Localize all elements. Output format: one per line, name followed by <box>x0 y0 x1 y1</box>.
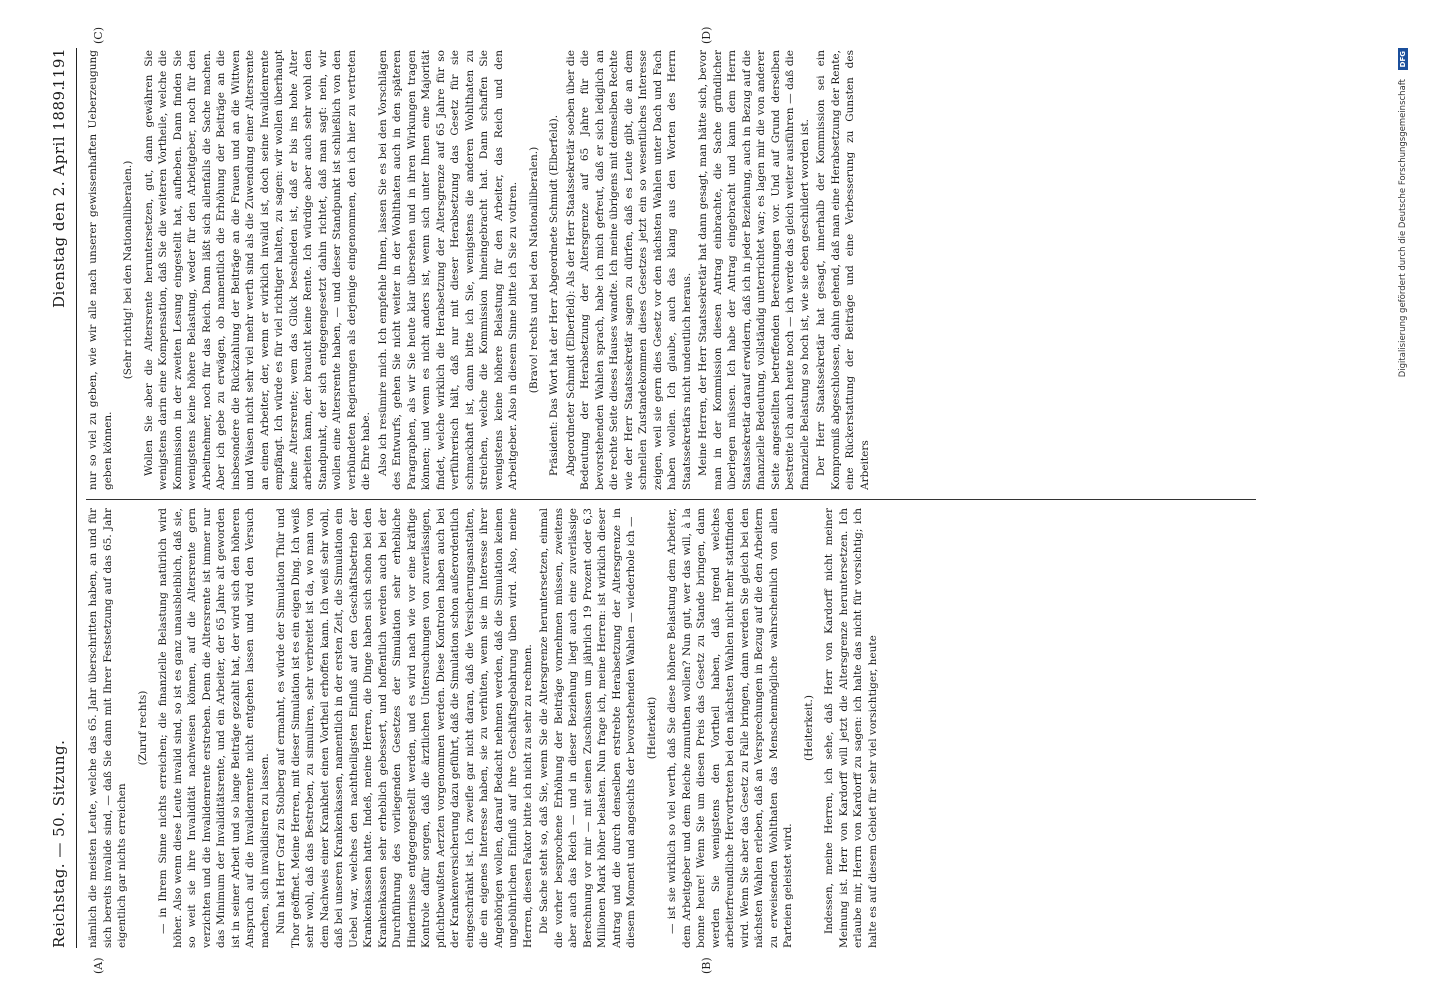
paragraph: Der Herr Staatssekretär hat gesagt, innerhalb der Kommission sei ein Kompromiß abgeschlossen, dahin gehend, daß man eine Herabsetzung der Rente, eine Rückerstattung der Beiträge und eine Verbesserung zu Gunsten des Arbeiters <box>815 50 871 490</box>
header-session: Reichstag. — 50. Sitzung. <box>50 739 68 948</box>
margin-letter-c: (C) <box>92 27 105 44</box>
column-divider <box>86 499 1256 500</box>
page-header <box>50 48 74 948</box>
margin-letter-a: (A) <box>92 957 105 974</box>
right-column <box>86 50 1256 490</box>
paragraph: Wollen Sie aber die Altersrente heruntersetzen, gut, dann gewähren Sie wenigstens darin eine Kompensation, daß Sie die weiteren Vortheile, welche die Kommission in der zweiten Lesung eingestellt hat, aufheben. Dann finden Sie wenigstens keine höhere Belastung, weder für den Arbeitgeber, noch für den Arbeitnehmer, noch für das Reich. Dann läßt sich allenfalls die Sache machen. Aber ich gebe zu erwägen, ob namentlich die Erhöhung der Beiträge an die insbesondere die Rückzahlung der Beiträge an die Frauen und an die Wittwen und Waisen nicht sehr viel mehr werth sind als die Zuwendung einer Altersrente an einen Arbeiter, der, wenn er wirklich invalid ist, doch seine Invalidenrente empfängt. Ich würde es für viel richtiger halten, zu sagen: wir wollen überhaupt keine Altersrente; wem das Glück beschieden ist, daß er bis ins hohe Alter arbeiten kann, der braucht keine Rente. Ich würdige aber auch sehr wohl den Standpunkt, der sich entgegengesetzt dahin richtet, daß man sagt: nein, wir wollen eine Altersrente haben, — und dieser Standpunkt ist schließlich von den verbündeten Regierungen als derjenige eingenommen, den ich hier zu vertreten die Ehre habe. <box>142 50 372 490</box>
paragraph: Die Sache steht so, daß Sie, wenn Sie die Altersgrenze heruntersetzen, einmal die vorher besprochene Erhöhung der Beiträge vornehmen müssen, zweitens aber auch das Reich — und in dieser Beziehung liegt auch eine zuverlässige Berechnung vor mir — mit seinen Zuschüssen um jährlich 19 Prozent oder 6,3 Millionen Mark höher belasten. Nun frage ich, meine Herren: ist wirklich dieser Antrag und die durch denselben erstrebte Herabsetzung der Altersgrenze in diesem Moment und angesichts der bevorstehenden Wahlen — wiederhole ich — <box>538 508 637 948</box>
interjection: (Heiterkeit) <box>645 696 658 760</box>
paragraph: — ist sie wirklich so viel werth, daß Sie diese höhere Belastung dem Arbeiter, dem Arbeitgeber und dem Reiche zumuthen wollen? Nun gut, wer das will, à la bonne heure! Wenn Sie um diesen Preis das Gesetz zu Stande bringen, dann werden Sie wenigstens den Vortheil haben, daß irgend welches arbeiterfreundliche Hervortreten bei den nächsten Wahlen nicht mehr stattfinden wird. Wenn Sie aber das Gesetz zu Falle bringen, dann werden Sie gleich bei den nächsten Wahlen erleben, daß an Versprechungen in Bezug auf die den Arbeitern zu erweisenden Wohlthaten das Menschenmögliche wahrscheinlich von allen Parteien geleistet wird. <box>666 508 794 948</box>
header-date: Dienstag den 2. April 1889. <box>50 85 68 308</box>
paragraph: Abgeordneter Schmidt (Elberfeld): Als der Herr Staatssekretär soeben über die Bedeutung der Herabsetzung der Altersgrenze auf 65 Jahre für die bevorstehenden Wahlen sprach, habe ich mich gefreut, daß er sich lediglich an die rechte Seite dieses Hauses wandte. Ich meine übrigens mit demselben Rechte wie der Herr Staatssekretär sagen zu dürfen, daß es Leute gibt, die an dem schnellen Zustandekommen dieses Gesetzes jetzt ein so wesentliches Interesse zeigen, weil sie gern dies Gesetz vor den nächsten Wahlen unter Dach und Fach haben wollen. Ich glaube, auch das klang aus den Worten des Herrn Staatssekretärs nicht undeutlich heraus. <box>564 50 693 490</box>
dfg-logo: DFG <box>1398 48 1408 70</box>
footer-text: Digitalisierung gefördert durch die Deutsche Forschungsgemeinschaft <box>1398 79 1408 378</box>
page-number: 1191 <box>50 48 68 89</box>
paragraph: Präsident: Das Wort hat der Herr Abgeordnete Schmidt (Elberfeld). <box>548 114 560 476</box>
paragraph: Also ich resümire mich. Ich empfehle Ihnen, lassen Sie es bei den Vorschlägen des Entwurfs, gehen Sie nicht weiter in der Wohlthaten auch in den späteren Paragraphen, als wir Sie heute klar übersehen und in ihren Wirkungen tragen können; und wenn es nicht anders ist, wenn sich unter Ihnen eine Majorität findet, welche wirklich die Herabsetzung der Altersgrenze auf 65 Jahre für so verführerisch hält, daß nur mit dieser Herabsetzung das Gesetz für sie schmackhaft ist, dann bitte ich Sie, wenigstens die anderen Wohlthaten zu streichen, welche die Kommission hineingebracht hat. Dann schaffen Sie wenigstens keine höhere Belastung für den Arbeiter, das Reich und den Arbeitgeber. Also in diesem Sinne bitte ich Sie zu votiren. <box>376 50 519 490</box>
paragraph: Meine Herren, der Herr Staatssekretär hat dann gesagt, man hätte sich, bevor man in der Kommission diesen Antrag einbrachte, die Sache gründlicher überlegen müssen. Ich habe der Antrag eingebracht und kann dem Herrn Staatssekretär darauf erwidern, daß ich in jeder Beziehung, auch in Bezug auf die finanzielle Bedeutung, vollständig unterrichtet war; es lagen mir die von anderer Seite angestellten betreffenden Berechnungen vor. Und auf Grund derselben bestreite ich auch heute noch — ich werde das gleich weiter ausführen — daß die finanzielle Belastung so hoch ist, wie sie eben geschildert worden ist. <box>697 50 811 490</box>
paragraph: nur so viel zu geben, wie wir alle nach unserer gewissenhaften Ueberzeugung geben können. <box>87 50 114 490</box>
margin-letter-d: (D) <box>700 26 713 44</box>
left-column <box>86 508 1256 948</box>
paragraph: Indessen, meine Herren, ich sehe, daß Herr von Kardorff nicht meiner Meinung ist. Herr von Kardorff will jetzt die Altersgrenze heruntersetzen. Ich erlaube mir, Herrn von Kardorff zu sagen: ich halte das nicht für vorsichtig; ich halte es auf diesem Gebiet für sehr viel vorsichtiger, heute <box>823 508 879 948</box>
paragraph: Nun hat Herr Graf zu Stolberg auf ermahnt, es würde der Simulation Thür und Thor geöffnet. Meine Herren, mit dieser Simulation ist es ein eigen Ding. Ich weiß sehr wohl, daß das Bestreben, zu simuliren, sehr verbreitet ist da, wo man von dem Nachweis einer Krankheit einen Vortheil erhoffen kann. Ich weiß sehr wohl, daß bei unseren Krankenkassen, namentlich in der ersten Zeit, die Simulation ein Uebel war, welches den nachtheiligsten Einfluß auf den Geschäftsbetrieb der Krankenkassen hatte. Indeß, meine Herren, die Dinge haben sich schon bei den Krankenkassen sehr erheblich gebessert, und hoffentlich werden auch bei der Durchführung des vorliegenden Gesetzes der Simulation sehr erhebliche Hindernisse entgegengestellt werden, und es wird nach wie vor eine kräftige Kontrole dafür sorgen, daß die ärztlichen Untersuchungen von zuverlässigen, pflichtbewußten Aerzten vorgenommen werden. Diese Kontrolen haben auch bei der Krankenversicherung dazu geführt, daß die Simulation schon außerordentlich eingeschränkt ist. Ich zweifle gar nicht daran, daß die Versicherungsanstalten, die ein eigenes Interesse haben, sie zu verhüten, wenn sie im Interesse ihrer Angehörigen wollen, darauf Bedacht nehmen werden, daß die Simulation keinen ungebührlichen Einfluß auf ihre Geschäftsgebahrung üben wird. Also, meine Herren, diesen Faktor bitte ich nicht zu sehr zu rechnen. <box>275 508 534 948</box>
interjection: (Zuruf rechts) <box>136 690 149 766</box>
header-rule <box>76 48 77 948</box>
paragraph: nämlich die meisten Leute, welche das 65. Jahr überschritten haben, an und für sich bereits invalide sind, — daß Sie dann mit Ihrer Festsetzung auf das 65. Jahr eigentlich gar nichts erreichen <box>87 508 128 948</box>
interjection: (Heiterkeit.) <box>802 695 815 761</box>
digitization-footer <box>1398 48 1408 948</box>
margin-letter-b: (B) <box>700 957 713 974</box>
paragraph: — in Ihrem Sinne nichts erreichen; die finanzielle Belastung natürlich wird höher. Also wenn diese Leute invalid sind, so ist es ganz unausbleiblich, daß sie, so weit sie ihre Invalidität nachweisen können, auf die Altersrente gern verzichten und die Invalidenrente erstreben. Denn die Altersrente ist immer nur das Minimum der Invaliditätsrente, und ein Arbeiter, der 65 Jahre alt geworden ist in seiner Arbeit und so lange Beiträge gezahlt hat, der wird sich den höheren Anspruch auf die Invalidenrente nicht entgehen lassen und wird den Versuch machen, sich invalidisiren zu lassen. <box>157 508 271 948</box>
interjection: (Bravo! rechts und bei den Nationalliberalen.) <box>527 146 540 394</box>
interjection: (Sehr richtig! bei den Nationalliberalen.) <box>122 160 134 380</box>
